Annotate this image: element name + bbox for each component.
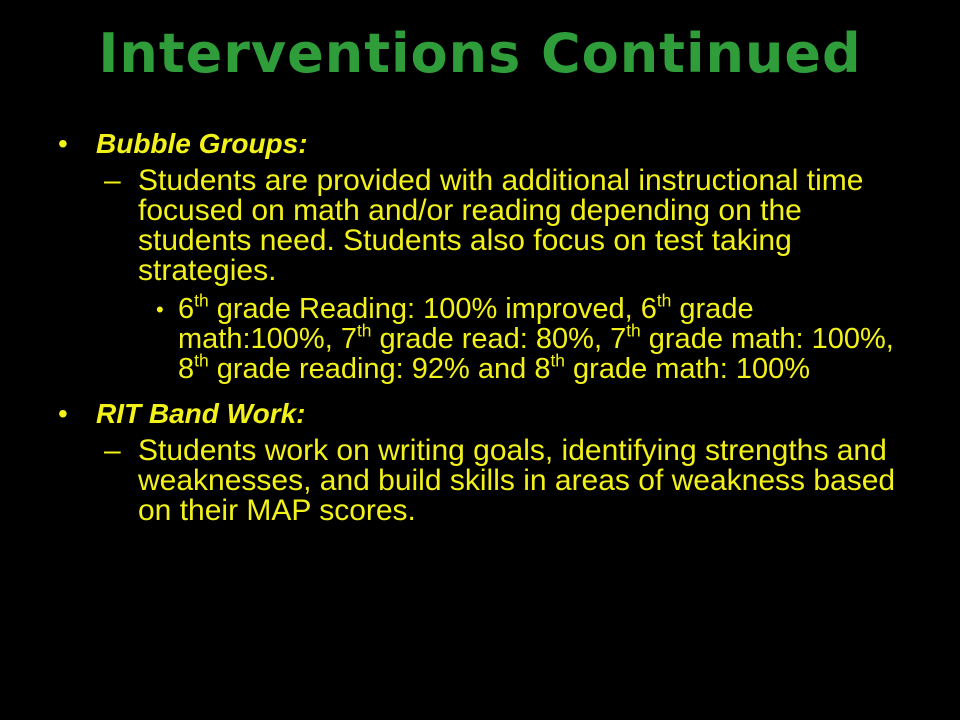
slide-title: Interventions Continued [98,22,862,85]
bubble-groups-description: Students are provided with additional instructional time focused on math and/or reading depending on the students need. Students also focus on test taking strategies. [138,164,864,287]
results-text: 6th grade Reading: 100% improved, 6th grade math:100%, 7th grade read: 80%, 7th grade math: 100%, 8th grade reading: 92% and 8th grade math: 100% [178,290,894,385]
bullet-marker: • [58,398,68,429]
subpoint-rit-band-work [104,436,908,526]
dash-marker: – [104,434,121,467]
rit-band-work-heading: RIT Band Work: [96,398,306,429]
rit-band-work-description: Students work on writing goals, identifying strengths and weaknesses, and build skills in areas of weakness based on their MAP scores. [138,434,896,527]
bubble-groups-heading: Bubble Groups: [96,128,308,159]
bullet-marker: • [156,297,164,322]
dash-marker: – [104,164,121,197]
slide-body [58,122,908,526]
bullet-marker: • [58,128,68,159]
bubble-groups-results [156,290,908,385]
bullet-bubble-groups [58,127,908,160]
subpoint-bubble-groups [104,166,908,286]
bullet-rit-band-work [58,397,908,430]
